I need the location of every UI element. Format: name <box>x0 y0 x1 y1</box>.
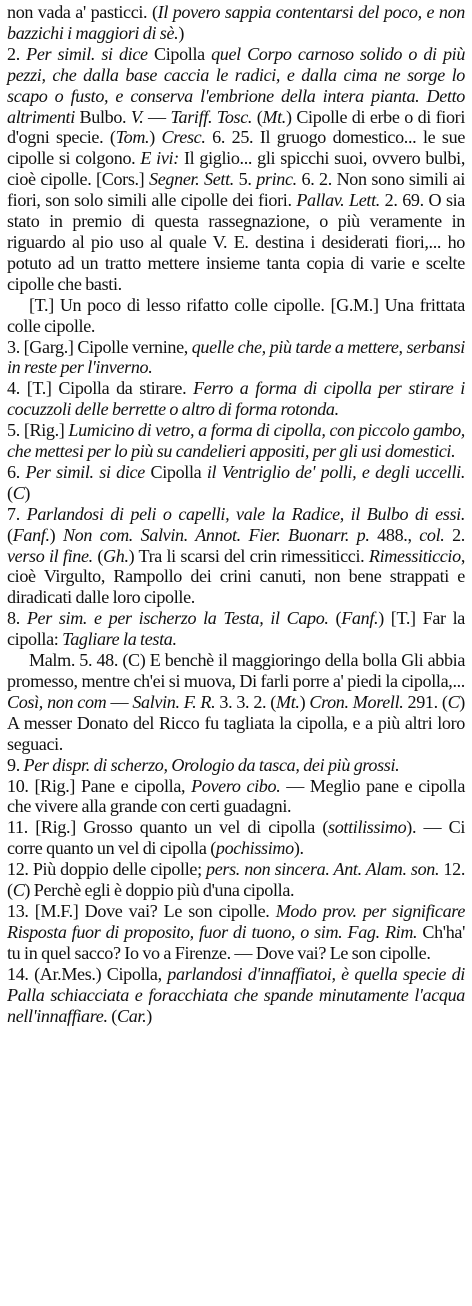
entry-sense-10: 10. [Rig.] Pane e cipolla, Povero cibo. — Meglio pane e cipolla che vivere alla grande con certi guadagni. <box>7 775 465 817</box>
entry-sense-3: 3. [Garg.] Cipolle vernine, quelle che, più tarde a mettere, serbansi in reste per l'inverno. <box>7 336 465 378</box>
entry-sense-7: 7. Parlandosi di peli o capelli, vale la Radice, il Bulbo di essi. (Fanf.) Non com. Salvin. Annot. Fier. Buonarr. p. 488., col. 2. verso il fine. (Gh.) Tra li scarsi del crin rimessiticci. Rimessiticcio, cioè Virgulto, Rampollo dei crini canuti, non bene strappati e diradicati dalle loro cipolle. <box>7 503 466 608</box>
entry-sense-6: 6. Per simil. si dice Cipolla il Ventriglio de' polli, e degli uccelli. (C) <box>7 461 466 503</box>
entry-sense-5: 5. [Rig.] Lumicino di vetro, a forma di cipolla, con piccolo gambo, che mettesi per lo più su candelieri appositi, per gli usi domestici. <box>7 420 465 462</box>
entry-example-malm: Malm. 5. 48. (C) E benchè il maggioringo della bolla Gli abbia promesso, mentre ch'ei si muova, Di farli porre a' piedi la cipolla,... Così, non com — Salvin. F. R. 3. 3. 2. (Mt.) Cron. Morell. 291. (C) A messer Donato del Ricco fu tagliata la cipolla, e a più altri loro seguaci. <box>7 650 465 754</box>
entry-sense-2: 2. Per simil. si dice Cipolla quel Corpo carnoso solido o di più pezzi, che dalla base caccia le radici, e dalla cima ne sorge lo scapo o fusto, e conserva l'embrione della intera pianta. Detto altrimenti Bulbo. V. — Tariff. Tosc. (Mt.) Cipolle di erbe o di fiori d'ogni specie. (Tom.) Cresc. 6. 25. Il gruogo domestico... le sue cipolle si colgono. E ivi: Il giglio... gli spicchi suoi, ovvero bulbi, cioè cipolle. [Cors.] Segner. Sett. 5. princ. 6. 2. Non sono simili ai fiori, son solo simili alle cipolle dei fiori. Pallav. Lett. 2. 69. O sia stato in premio di questa rassegnazione, o più veramente in riguardo al pio uso al quale V. E. destina i desiderati fiori,... ho potuto ad un tratto mettere insieme tanta copia di varie e scelte cipolle che basti. <box>7 43 466 294</box>
entry-sense-14: 14. (Ar.Mes.) Cipolla, parlandosi d'innaffiatoi, è quella specie di Palla schiacciata e foracchiata che spande minutamente l'acqua nell'innaffiare. (Car.) <box>7 963 465 1026</box>
entry-sense-12: 12. Più doppio delle cipolle; pers. non sincera. Ant. Alam. son. 12. (C) Perchè egli è doppio più d'una cipolla. <box>7 859 466 901</box>
entry-sense-11: 11. [Rig.] Grosso quanto un vel di cipolla (sottilissimo). — Ci corre quanto un vel di cipolla (pochissimo). <box>7 817 465 859</box>
entry-sense-13: 13. [M.F.] Dove vai? Le son cipolle. Modo prov. per significare Risposta fuor di proposito, fuor di tuono, o sim. Fag. Rim. Ch'ha' tu in quel sacco? Io vo a Firenze. — Dove vai? Le son cipolle. <box>7 900 466 963</box>
entry-sense-9: 9. Per dispr. di scherzo, Orologio da tasca, dei più grossi. <box>7 754 400 775</box>
entry-paragraph: non vada a' pasticci. (Il povero sappia contentarsi del poco, e non bazzichi i maggiori di sè.) <box>7 2 465 43</box>
entry-sense-4: 4. [T.] Cipolla da stirare. Ferro a forma di cipolla per stirare i cocuzzoli delle berrette o altro di forma rotonda. <box>7 378 465 420</box>
entry-sense-8: 8. Per sim. e per ischerzo la Testa, il Capo. (Fanf.) [T.] Far la cipolla: Tagliare la testa. <box>7 608 465 650</box>
entry-example-lesso: [T.] Un poco di lesso rifatto colle cipolle. [G.M.] Una frittata colle cipolle. <box>7 294 465 336</box>
